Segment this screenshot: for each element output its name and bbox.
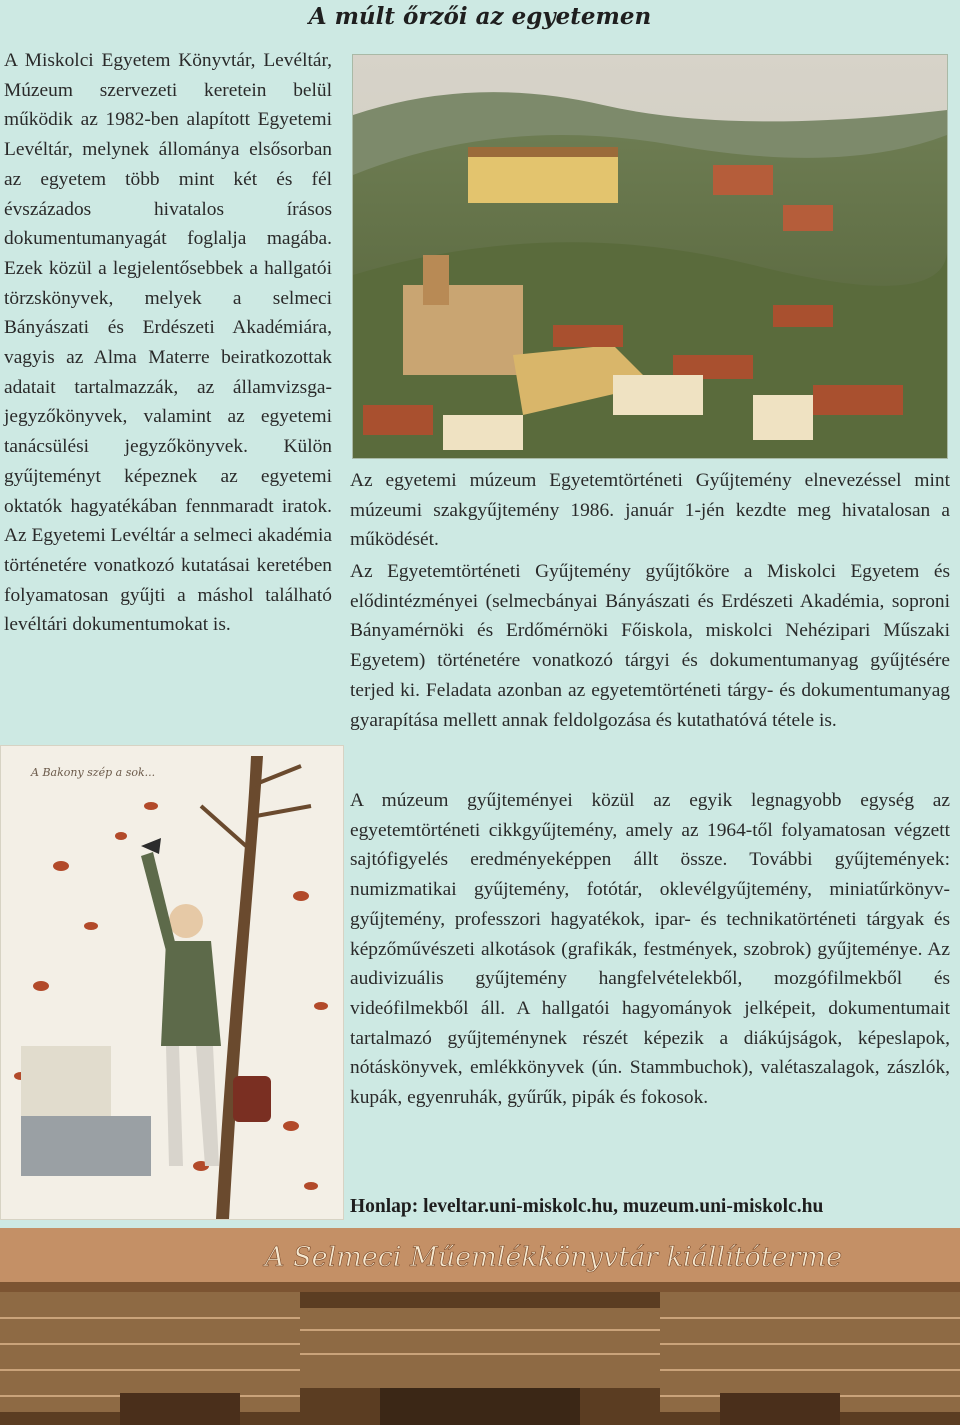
page-title: A múlt őrzői az egyetemen [308,3,652,30]
student-autumn-poster [0,745,344,1220]
selmecbanya-town-painting [352,54,948,459]
honlap-label: Honlap: [350,1196,419,1217]
museum-founding-paragraph: Az egyetemi múzeum Egyetemtörténeti Gyűjtemény elnevezéssel mint múzeumi szakgyűjtemény 1986. január 1-jén kezdte meg hivatalosan a működését. [350,470,950,551]
homepage-links [350,1194,960,1220]
library-caption: A Selmeci Műemlékkönyvtár kiállítóterme [265,1242,843,1273]
homepage-urls[interactable]: leveltar.uni-miskolc.hu, muzeum.uni-miskolc.hu [423,1196,824,1217]
museum-collections-paragraph: A múzeum gyűjteményei közül az egyik legnagyobb egység az egyetemtörténeti cikkgyűjtemény, amely az 1964-től folyamatosan végzett sajtófigyelés eredményeképpen állt össze. További gyűjtemények: numizmatikai gyűjtemény, fotótár, oklevélgyűjtemény, miniatűrkönyv-gyűjtemény, professzori hagyatékok, ipar- és technikatörténeti tárgyak és képzőművészeti alkotások (grafikák, festmények, szobrok) gyűjteménye. Az audivizuális gyűjtemény hangfelvételekből, mozgófilmekből és videófilmekből áll. A hallgatói hagyományok jelképeit, dokumentumait tartalmazó gyűjteménynek részét képezik a diákújságok, képeslapok, nótáskönyvek, emlékkönyvek (ún. Stammbuchok), valétaszalagok, zászlók, kupák, egyenruhák, gyűrűk, pipák és fokosok. [350,790,950,1109]
museum-scope-paragraph: Az Egyetemtörténeti Gyűjtemény gyűjtőköre a Miskolci Egyetem és elődintézményei (selmecbányai Bányászati és Erdészeti Akadémia, soproni Bányamérnöki és Erdőmérnöki Főiskola, miskolci Nehézipari Műszaki Egyetem) történetére vonatkozó tárgyi és dokumentumanyag gyűjtésére terjed ki. Feladata azonban az egyetemtörténeti tárgy- és dokumentumanyag gyarapítása mellett annak feldolgozása és kutathatóvá tétele is. [350,561,950,731]
levéltár-paragraph: A Miskolci Egyetem Könyvtár, Levéltár, Múzeum szervezeti keretein belül működik az 1982-ben alapított Egyetemi Levéltár, melynek állománya elsősorban az egyetem több mint két és fél évszázados hivatalos írásos dokumentumanyagát foglalja magába. Ezek közül a legjelentősebbek a hallgatói törzskönyvek, melyek a selmeci Bányászati és Erdészeti Akadémiára, vagyis az Alma Materre beiratkozottak adatait tartalmazzák, az államvizsga-jegyzőkönyvek, valamint az egyetemi tanácsülési jegyzőkönyvek. Külön gyűjteményt képeznek az egyetemi oktatók hagyatékában fennmaradt iratok. Az Egyetemi Levéltár a selmeci akadémia történetére vonatkozó kutatásai keretében folyamatosan gyűjti a máshol található levéltári dokumentumokat is. [4,50,332,636]
library-exhibition-hall-photo [0,1228,960,1425]
poster-caption: A Bakony szép a sok... [31,766,156,779]
